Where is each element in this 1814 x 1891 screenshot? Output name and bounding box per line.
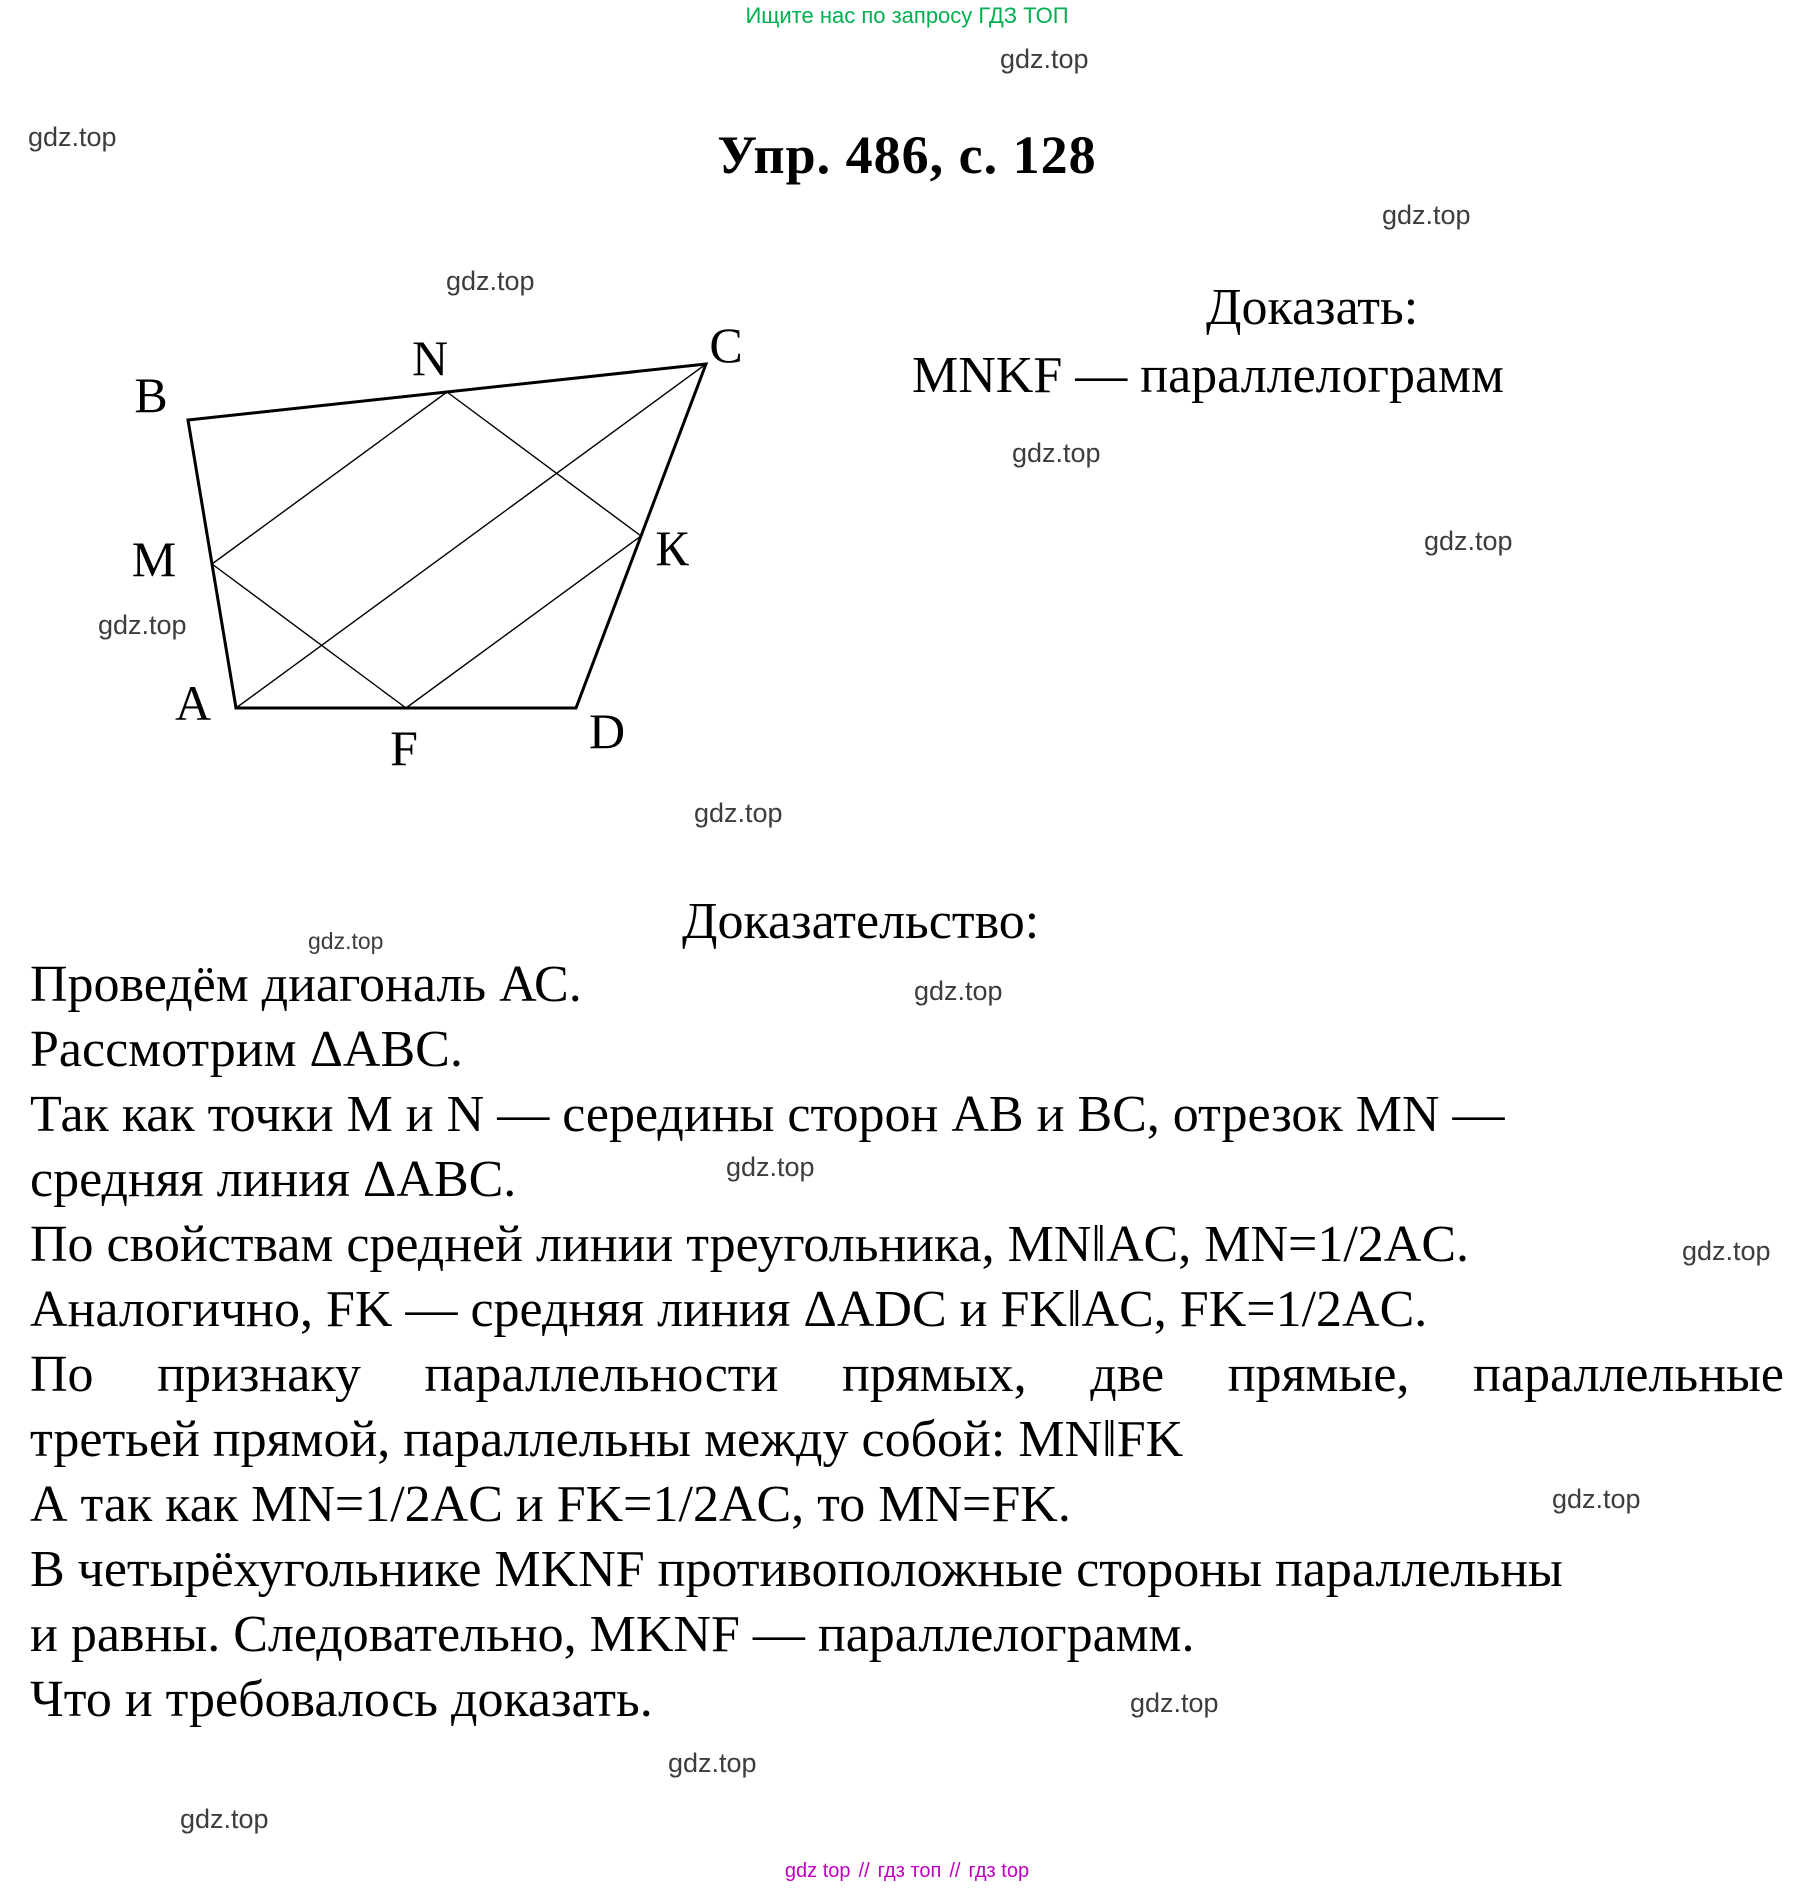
proof-line: По свойствам средней линии треугольника, MN‖AC, MN=1/2AC.: [30, 1216, 1470, 1273]
promo-banner[interactable]: Ищите нас по запросу ГДЗ ТОП: [745, 3, 1069, 28]
proof-text: [30, 952, 1784, 1732]
watermark: gdz.top: [1382, 200, 1471, 230]
proof-line: Так как точки М и N — середины сторон АВ и ВС, отрезок MN —: [30, 1086, 1505, 1143]
proof-line: и равны. Следовательно, MKNF — параллелограмм.: [30, 1606, 1195, 1663]
footer-separator: //: [949, 1860, 961, 1882]
watermark: gdz.top: [308, 928, 384, 954]
watermark: gdz.top: [1682, 1236, 1771, 1266]
footer-link-gdz-top-1[interactable]: gdz top: [784, 1860, 851, 1882]
watermark: gdz.top: [726, 1152, 815, 1182]
footer-separator: //: [858, 1860, 870, 1882]
proof-line: В четырёхугольнике MKNF противоположные стороны параллельны: [30, 1541, 1563, 1598]
proof-line: Аналогично, FK — средняя линия ΔADC и FK‖AC, FK=1/2AC.: [30, 1281, 1428, 1338]
vertex-label-k: К: [655, 520, 689, 576]
watermark: gdz.top: [1000, 44, 1089, 74]
vertex-label-b: B: [134, 367, 168, 423]
proof-line: А так как MN=1/2AC и FK=1/2AC, то MN=FK.: [30, 1476, 1071, 1533]
quadrilateral-abcd: [188, 364, 706, 708]
watermark: gdz.top: [914, 976, 1003, 1006]
watermark: gdz.top: [98, 610, 187, 640]
vertex-label-m: M: [131, 531, 177, 587]
vertex-label-a: A: [174, 675, 212, 731]
diagonal-ac: [236, 364, 706, 708]
footer-links: [0, 1860, 1814, 1883]
watermark: gdz.top: [1552, 1484, 1641, 1514]
watermark: gdz.top: [1012, 438, 1101, 468]
proof-line: третьей прямой, параллельны между собой: MN‖FK: [30, 1411, 1184, 1468]
watermark: gdz.top: [28, 122, 117, 152]
vertex-label-d: D: [588, 703, 626, 759]
watermark: gdz.top: [1130, 1688, 1219, 1718]
watermark: gdz.top: [1424, 526, 1513, 556]
segment-nk: [447, 392, 641, 536]
segment-fm: [212, 564, 406, 708]
segment-mn: [212, 392, 447, 564]
watermark: gdz.top: [446, 266, 535, 296]
exercise-title: Упр. 486, с. 128: [717, 125, 1097, 185]
footer-link-gdz-top-2[interactable]: гдз топ: [877, 1860, 942, 1882]
proof-heading: Доказательство:: [682, 893, 1040, 950]
proof-line: Что и требовалось доказать.: [30, 1671, 653, 1728]
proof-line: средняя линия ΔАВС.: [30, 1151, 517, 1208]
proof-line: По признаку параллельности прямых, две прямые, параллельные: [30, 1346, 1784, 1403]
segment-kf: [406, 536, 641, 708]
watermark: gdz.top: [668, 1748, 757, 1778]
geometry-figure: [100, 300, 800, 790]
proof-line: Проведём диагональ АС.: [30, 956, 582, 1013]
vertex-label-f: F: [390, 720, 418, 776]
footer-link-gdz-top-3[interactable]: гдз top: [968, 1860, 1030, 1882]
prove-label: Доказать:: [1206, 279, 1419, 336]
watermark: gdz.top: [694, 798, 783, 828]
vertex-label-c: C: [709, 317, 743, 373]
proof-line: Рассмотрим ΔАВС.: [30, 1021, 463, 1078]
prove-statement: MNKF — параллелограмм: [912, 347, 1504, 404]
watermark: gdz.top: [180, 1804, 269, 1834]
vertex-label-n: N: [411, 330, 449, 386]
